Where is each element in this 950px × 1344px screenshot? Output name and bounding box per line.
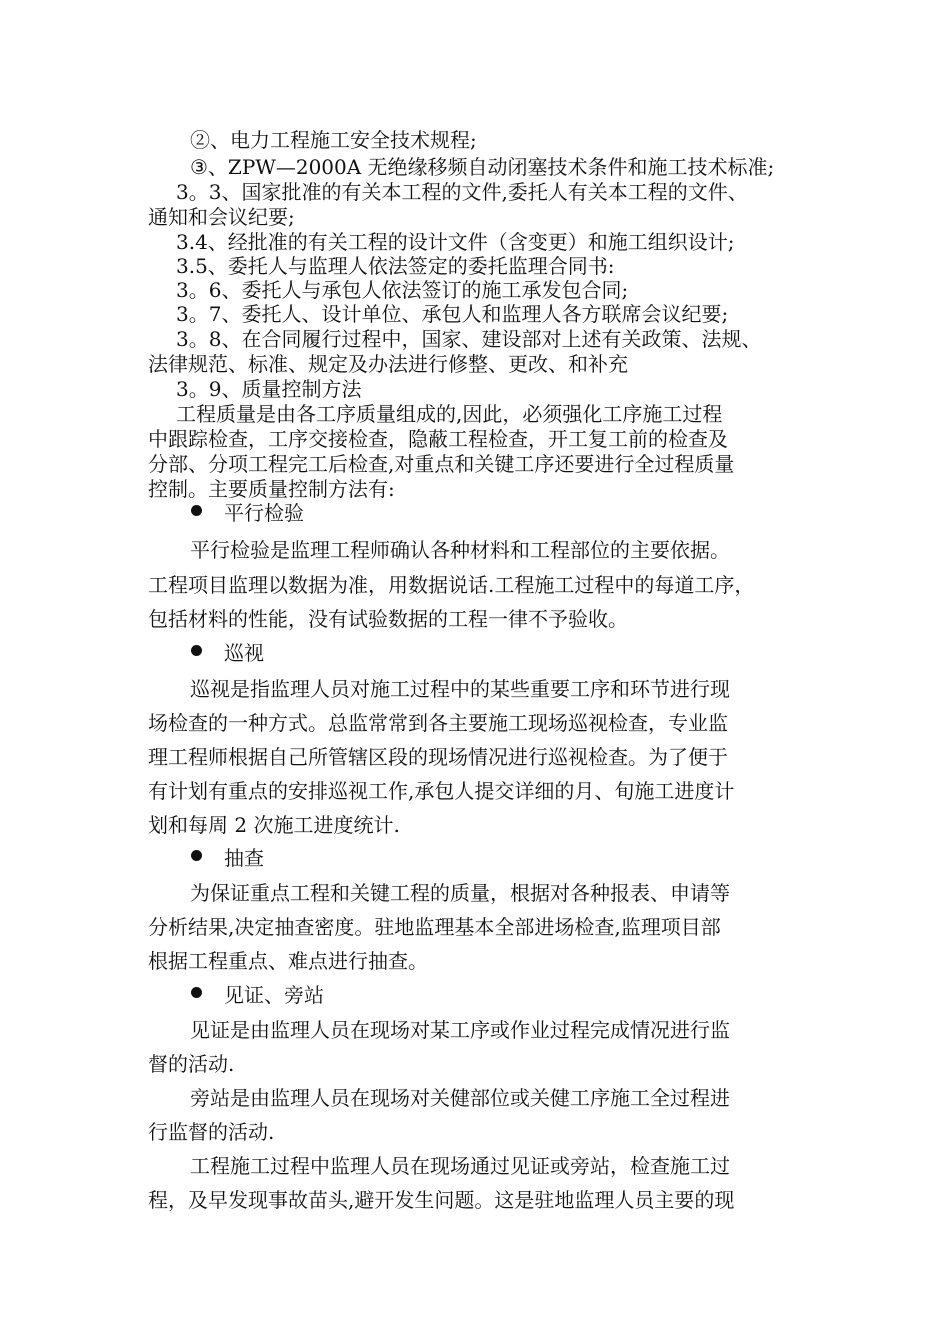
text-line: 为保证重点工程和关键工程的质量，根据对各种报表、申请等	[190, 881, 730, 905]
text-line: 巡视是指监理人员对施工过程中的某些重要工序和环节进行现	[190, 677, 730, 701]
text-line: 包括材料的性能，没有试验数据的工程一律不予验收。	[148, 607, 628, 631]
text-line: 控制。主要质量控制方法有:	[148, 477, 395, 501]
text-line: 理工程师根据自己所管辖区段的现场情况进行巡视检查。为了便于	[148, 745, 728, 769]
text-line: 工程质量是由各工序质量组成的,因此，必须强化工序施工过程	[176, 402, 723, 426]
text-line: 督的活动.	[148, 1052, 235, 1076]
text-line: 3。9、质量控制方法	[176, 377, 362, 401]
bullet-heading: 抽查	[224, 846, 264, 870]
bullet-dot-icon	[191, 850, 202, 861]
text-line: 3。3、国家批准的有关本工程的文件,委托人有关本工程的文件、	[176, 180, 748, 204]
text-line: 根据工程重点、难点进行抽查。	[148, 949, 428, 973]
text-line: 3。6、委托人与承包人依法签订的施工承发包合同;	[176, 278, 629, 302]
bullet-heading: 巡视	[224, 641, 264, 665]
text-line: 3.5、委托人与监理人依法签定的委托监理合同书:	[176, 254, 615, 278]
text-line: 旁站是由监理人员在现场对关健部位或关健工序施工全过程进	[190, 1086, 730, 1110]
text-line: 程，及早发现事故苗头,避开发生问题。这是驻地监理人员主要的现	[148, 1188, 735, 1212]
text-line: 3。7、委托人、设计单位、承包人和监理人各方联席会议纪要;	[176, 302, 729, 326]
text-line: 工程项目监理以数据为准，用数据说话.工程施工过程中的每道工序，	[148, 573, 755, 597]
text-line: 分部、分项工程完工后检查,对重点和关键工序还要进行全过程质量	[148, 452, 735, 476]
text-line: 划和每周 2 次施工进度统计.	[148, 813, 400, 837]
text-line: ②、电力工程施工安全技术规程;	[190, 128, 477, 152]
bullet-heading: 见证、旁站	[224, 983, 324, 1007]
text-line: 通知和会议纪要;	[148, 205, 295, 229]
text-line: 场检查的一种方式。总监常常到各主要施工现场巡视检查，专业监	[148, 711, 728, 735]
text-line: ③、ZPW—2000A 无绝缘移频自动闭塞技术条件和施工技术标准;	[190, 155, 775, 179]
text-line: 中跟踪检查，工序交接检查，隐蔽工程检查，开工复工前的检查及	[148, 427, 728, 451]
text-line: 3.4、经批准的有关工程的设计文件（含变更）和施工组织设计;	[176, 230, 735, 254]
text-line: 法律规范、标准、规定及办法进行修整、更改、和补充	[148, 352, 628, 376]
text-line: 平行检验是监理工程师确认各种材料和工程部位的主要依据。	[190, 538, 730, 562]
text-line: 工程施工过程中监理人员在现场通过见证或旁站，检查施工过	[190, 1154, 730, 1178]
text-line: 有计划有重点的安排巡视工作,承包人提交详细的月、旬施工进度计	[148, 779, 735, 803]
text-line: 3。8、在合同履行过程中，国家、建设部对上述有关政策、法规、	[176, 327, 762, 351]
text-line: 分析结果,决定抽查密度。驻地监理基本全部进场检查,监理项目部	[148, 915, 721, 939]
bullet-heading: 平行检验	[224, 501, 304, 525]
bullet-dot-icon	[191, 987, 202, 998]
text-line: 见证是由监理人员在现场对某工序或作业过程完成情况进行监	[190, 1018, 730, 1042]
text-line: 行监督的活动.	[148, 1120, 275, 1144]
bullet-dot-icon	[191, 645, 202, 656]
bullet-dot-icon	[191, 505, 202, 516]
